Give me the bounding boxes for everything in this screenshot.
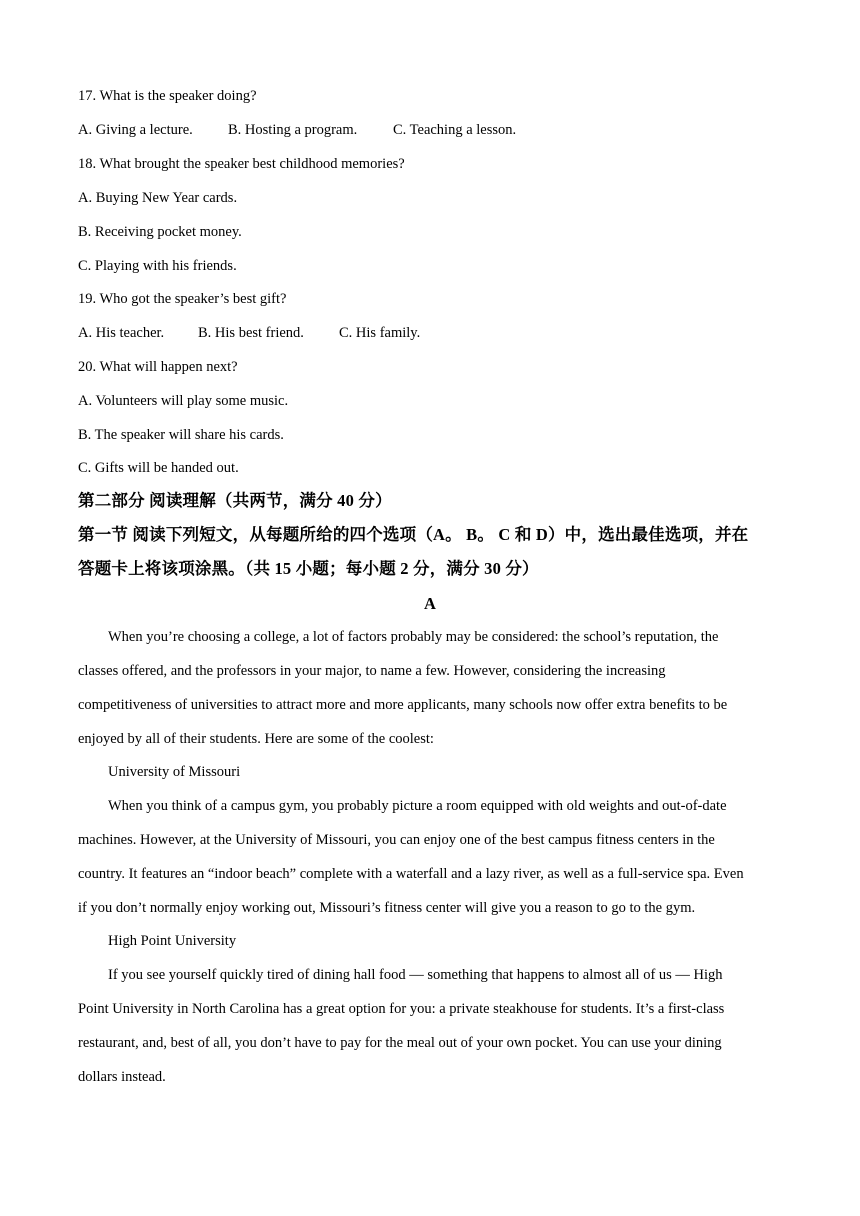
passage-intro-line-4: enjoyed by all of their students. Here are some of the coolest: [78,731,434,747]
question-20-option-b: B. The speaker will share his cards. [78,427,284,443]
question-20-option-c: C. Gifts will be handed out. [78,460,239,476]
school-2-line-4: dollars instead. [78,1069,166,1085]
school-2-line-2: Point University in North Carolina has a great option for you: a private steakhouse for students. It’s a first-class [78,1001,725,1017]
question-17-stem: 17. What is the speaker doing? [78,88,257,104]
question-19-stem: 19. Who got the speaker’s best gift? [78,291,287,307]
question-18-option-b: B. Receiving pocket money. [78,224,242,240]
question-18-option-c: C. Playing with his friends. [78,258,237,274]
school-1-name: University of Missouri [108,764,241,780]
passage-label: A [423,594,437,613]
passage-intro-line-3: competitiveness of universities to attract more and more applicants, many schools now offer extra benefits to be [78,697,728,713]
passage-intro-line-2: classes offered, and the professors in your major, to name a few. However, considering the increasing [78,663,666,679]
question-18-stem: 18. What brought the speaker best childhood memories? [78,156,405,172]
school-1-line-3: country. It features an “indoor beach” complete with a waterfall and a lazy river, as well as a full-service spa. Even [78,866,744,882]
part-heading: 第二部分 阅读理解（共两节，满分 40 分） [78,491,392,510]
section-instruction-line-2: 答题卡上将该项涂黑。（共 15 小题；每小题 2 分，满分 30 分） [78,559,539,578]
school-1-line-1: When you think of a campus gym, you probably picture a room equipped with old weights and out-of-date [108,798,727,814]
school-2-name: High Point University [108,933,237,949]
option-c: C. His family. [339,325,421,341]
school-1-line-2: machines. However, at the University of Missouri, you can enjoy one of the best campus fitness centers in the [78,832,715,848]
question-18-option-a: A. Buying New Year cards. [78,190,238,206]
option-b: B. Hosting a program. [228,122,358,138]
school-1-line-4: if you don’t normally enjoy working out, Missouri’s fitness center will give you a reason to go to the gym. [78,900,696,916]
question-20-stem: 20. What will happen next? [78,359,238,375]
passage-intro-line-1: When you’re choosing a college, a lot of factors probably may be considered: the school’s reputation, the [108,629,719,645]
option-a: A. His teacher. [78,325,165,341]
question-19-options [78,323,420,343]
section-instruction-line-1: 第一节 阅读下列短文，从每题所给的四个选项（A。 B。 C 和 D）中，选出最佳选项，并在 [78,525,749,544]
option-c: C. Teaching a lesson. [393,122,517,138]
question-17-options [78,120,516,140]
school-2-line-3: restaurant, and, best of all, you don’t have to pay for the meal out of your own pocket. You can use your dining [78,1035,722,1051]
option-b: B. His best friend. [198,325,304,341]
option-a: A. Giving a lecture. [78,122,193,138]
question-20-option-a: A. Volunteers will play some music. [78,393,289,409]
school-2-line-1: If you see yourself quickly tired of dining hall food — something that happens to almost all of us — High [108,967,723,983]
